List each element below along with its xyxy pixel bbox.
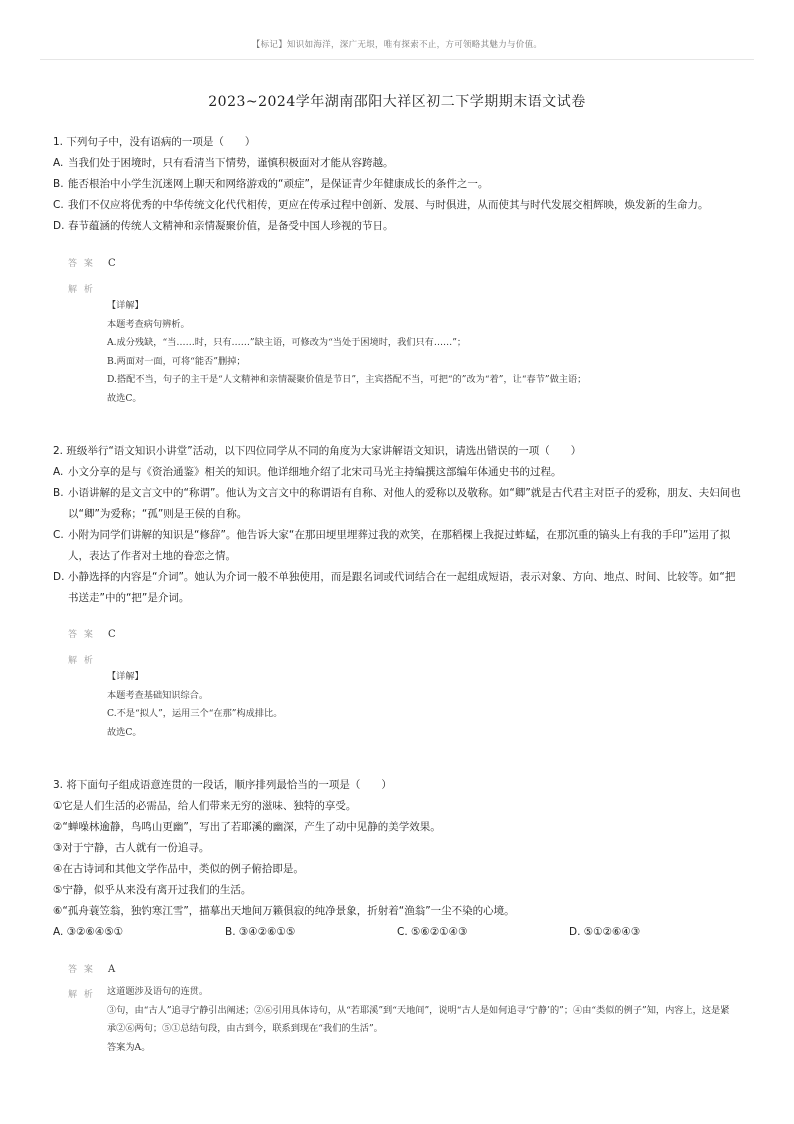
header-divider <box>40 59 754 60</box>
option-d: D. 小静选择的内容是“介词”。她认为介词一般不单独使用，而是跟名词或代词结合在一起组成短语，表示对象、方向、地点、时间、比较等。如“把书送走”中的“把”是介词。 <box>53 571 736 604</box>
question-stem: 2. 班级举行“语文知识小讲堂”活动，以下四位同学从不同的角度为大家讲解语文知识，请选出错误的一项（ ） <box>53 445 582 457</box>
option-d: D. 春节蕴涵的传统人文精神和亲情凝聚价值，是备受中国人珍视的节日。 <box>53 220 394 232</box>
question-stem: 3. 将下面句子组成语意连贯的一段话，顺序排列最恰当的一项是（ ） <box>53 779 392 791</box>
question-2 <box>53 441 743 609</box>
explanation: 【详解】 本题考查病句辨析。 A.成分残缺，“当……时，只有……”缺主语，可修改为“当处于困境时，我们只有……”； B.两面对一面，可将“能否”删掉； D.搭配不当，句子的主干是“人文精神和亲情凝聚价值是节日”，主宾搭配不当，可把“的”改为“着”，让“春节”做主语； 故选C。 <box>107 300 587 404</box>
option-b: B. ③④②⑥①⑤ <box>225 926 296 938</box>
option-a: A. ③②⑥④⑤① <box>53 926 124 938</box>
answer-value: C <box>108 629 116 640</box>
sentence-item: ①它是人们生活的必需品，给人们带来无穷的滋味、独特的享受。 <box>53 800 357 812</box>
question-3 <box>53 775 743 943</box>
analysis-tag: 解 析 <box>68 285 95 295</box>
option-b: B. 小语讲解的是文言文中的“称谓”。他认为文言文中的称谓语有自称、对他人的爱称以及敬称。如“卿”就是古代君主对臣子的爱称，朋友、夫妇间也以“卿”为爱称；“孤”则是王侯的自称。 <box>53 487 741 520</box>
question-stem: 1. 下列句子中，没有语病的一项是（ ） <box>53 136 256 148</box>
sentence-item: ③对于宁静，古人就有一份追寻。 <box>53 842 210 854</box>
sentence-item: ④在古诗词和其他文学作品中，类似的例子俯拾即是。 <box>53 863 304 875</box>
option-b: B. 能否根治中小学生沉迷网上聊天和网络游戏的“顽症”，是保证青少年健康成长的条件之一。 <box>53 178 489 190</box>
option-c: C. 小附为同学们讲解的知识是“修辞”。他告诉大家“在那田埂里埋葬过我的欢笑，在那稻棵上我捉过蚱蜢，在那沉重的镐头上有我的手印”运用了拟人，表达了作者对土地的眷恋之情。 <box>53 529 731 562</box>
header-note: 【标记】知识如海洋，深广无垠，唯有探索不止，方可领略其魅力与价值。 <box>251 40 543 50</box>
analysis-row <box>68 282 108 295</box>
option-c: C. ⑤⑥②①④③ <box>397 926 468 938</box>
answer-value: C <box>108 258 116 269</box>
explanation: 这道题涉及语句的连贯。 ③句，由“古人”追寻宁静引出阐述；②⑥引用具体诗句，从“若耶溪”到“天地间”，说明“古人是如何追寻‘宁静’的”；④由“类似的例子”知，内容上，这是紧承②⑥两句；⑤①总结句段，由古到今，联系到现在“我们的生活”。 答案为A。 <box>107 986 730 1053</box>
analysis-tag: 解 析 <box>68 990 95 1000</box>
sentence-item: ②“蝉噪林逾静，鸟鸣山更幽”，写出了若耶溪的幽深，产生了动中见静的美学效果。 <box>53 821 441 833</box>
option-a: A. 当我们处于困境时，只有看清当下情势，谨慎积极面对才能从容跨越。 <box>53 157 394 169</box>
answer-row <box>68 256 116 269</box>
option-d: D. ⑤①②⑥④③ <box>569 926 641 938</box>
analysis-row <box>68 653 108 666</box>
sentence-item: ⑤宁静，似乎从来没有离开过我们的生活。 <box>53 884 252 896</box>
answer-value: A <box>108 964 116 975</box>
answer-tag: 答 案 <box>68 259 95 269</box>
question-1 <box>53 132 743 237</box>
options-row <box>53 922 743 943</box>
answer-row <box>68 627 116 640</box>
answer-tag: 答 案 <box>68 630 95 640</box>
answer-row <box>68 962 115 975</box>
option-c: C. 我们不仅应将优秀的中华传统文化代代相传，更应在传承过程中创新、发展、与时俱进，从而使其与时代发展交相辉映，焕发新的生命力。 <box>53 199 709 211</box>
option-a: A. 小文分享的是与《资治通鉴》相关的知识。他详细地介绍了北宋司马光主持编撰这部编年体通史书的过程。 <box>53 466 562 478</box>
explanation: 【详解】 本题考查基础知识综合。 C.不是“拟人”，运用三个“在那”构成排比。 故选C。 <box>107 671 283 738</box>
sentence-item: ⑥“孤舟蓑笠翁，独钓寒江雪”，描摹出天地间万籁俱寂的纯净景象，折射着“渔翁”一尘不染的心境。 <box>53 905 515 917</box>
page-title: 2023~2024学年湖南邵阳大祥区初二下学期期末语文试卷 <box>208 94 586 110</box>
analysis-tag: 解 析 <box>68 656 95 666</box>
analysis-row <box>68 987 108 1000</box>
answer-tag: 答 案 <box>68 965 95 975</box>
